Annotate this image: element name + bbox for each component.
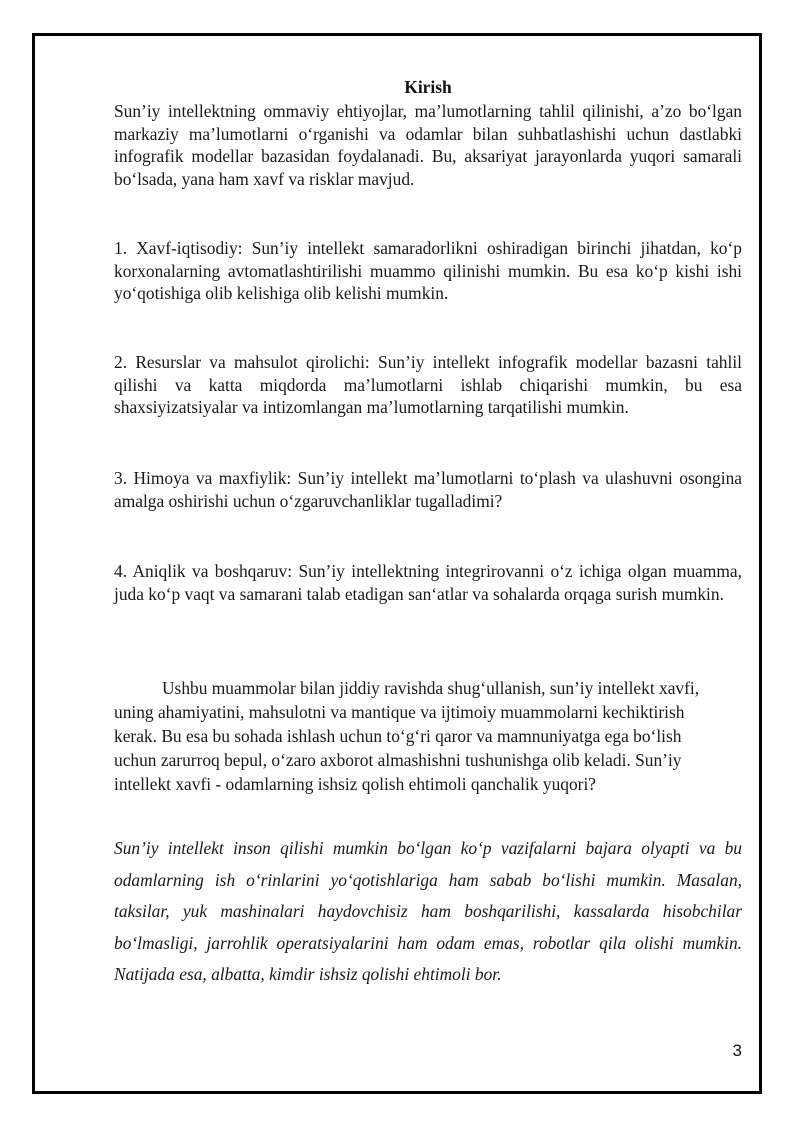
conclusion-paragraph: Ushbu muammolar bilan jiddiy ravishda shug‘ullanish, sun’iy intellekt xavfi, uning ahamiyatini, mahsulotni va mantique va ijtimoiy muammolarni kechiktirish kerak. Bu esa bu sohada ishlash uchun to‘g‘ri qaror va mamnuniyatga ega bo‘lish uchun zarurroq bepul, o‘zaro axborot almashishni tushunishga olib keladi. Sun’iy intellekt xavfi - odamlarning ishsiz qolish ehtimoli qanchalik yuqori? (114, 678, 700, 794)
page-number: 3 (732, 1041, 742, 1060)
section-heading: Kirish (404, 77, 452, 97)
risk-item-economic: 1. Xavf-iqtisodiy: Sun’iy intellekt samaradorlikni oshiradigan birinchi jihatdan, ko‘p korxonalarning avtomatlashtirilishi muammo qilinishi mumkin. Bu esa ko‘p kishi ishi yo‘qotishiga olib kelishiga olib kelishi mumkin. (114, 238, 742, 304)
risk-item-control: 4. Aniqlik va boshqaruv: Sun’iy intellektning integrirovanni o‘z ichiga olgan muamma, juda ko‘p vaqt va samarani talab etadigan san‘atlar va sohalarda orqaga surish mumkin. (114, 561, 742, 604)
italic-paragraph: Sun’iy intellekt inson qilishi mumkin bo‘lgan ko‘p vazifalarni bajara olyapti va bu odamlarning ish o‘rinlarini yo‘qotishlariga ham sabab bo‘lishi mumkin. Masalan, taksilar, yuk mashinalari haydovchisiz ham boshqarilishi, kassalarda hisobchilar bo‘lmasligi, jarrohlik operatsiyalarini ham odam emas, robotlar qila olishi mumkin. Natijada esa, albatta, kimdir ishsiz qolishi ehtimoli bor. (114, 838, 742, 984)
risk-item-privacy: 3. Himoya va maxfiylik: Sun’iy intellekt ma’lumotlarni to‘plash va ulashuvni osongina amalga oshirishi uchun o‘zgaruvchanliklar tugalladimi? (114, 468, 742, 511)
intro-paragraph: Sun’iy intellektning ommaviy ehtiyojlar, ma’lumotlarning tahlil qilinishi, a’zo bo‘lgan markaziy ma’lumotlarni o‘rganishi va odamlar bilan suhbatlashishi uchun dastlabki infografik modellar bazasidan foydalanadi. Bu, aksariyat jarayonlarda yuqori samarali bo‘lsada, yana ham xavf va risklar mavjud. (114, 101, 742, 190)
risk-item-resources: 2. Resurslar va mahsulot qirolichi: Sun’iy intellekt infografik modellar bazasni tahlil qilishi va katta miqdorda ma’lumotlarni ishlab chiqarishi mumkin, bu esa shaxsiyizatsiyalar va intizomlangan ma’lumotlarning tarqatilishi mumkin. (114, 352, 742, 418)
